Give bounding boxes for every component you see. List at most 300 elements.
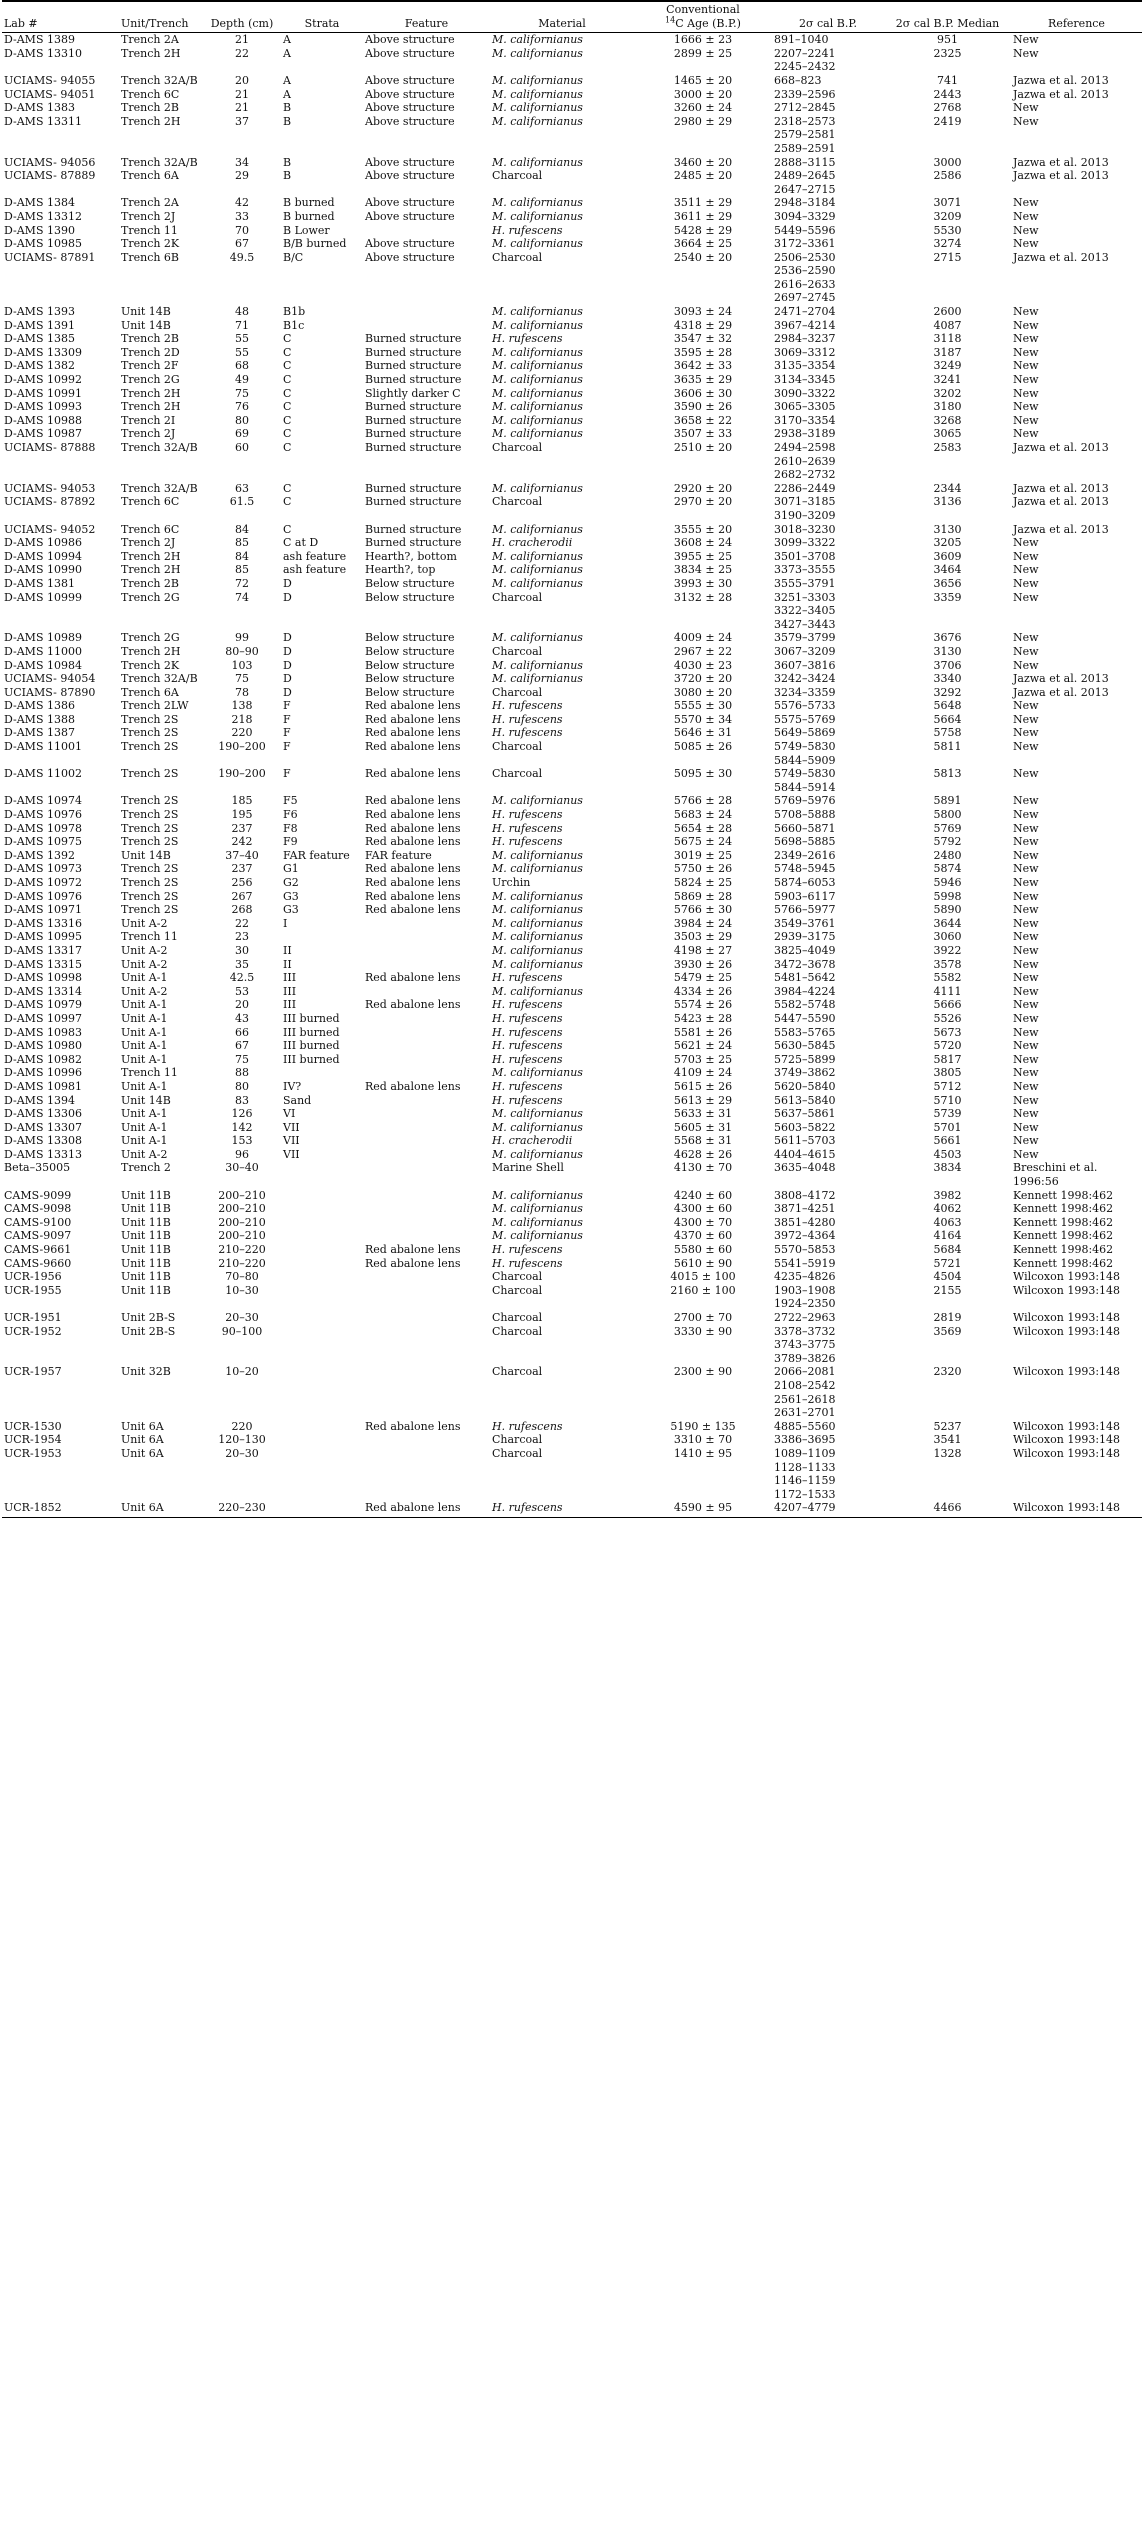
cell-reference: New (1013, 835, 1039, 849)
cell-feature: Burned structure (365, 441, 462, 454)
cell-depth: 48 (235, 305, 249, 319)
table-row (2, 971, 1142, 985)
cell-feature (363, 1311, 490, 1325)
col-header-cal-range: 2σ cal B.P. (772, 2, 884, 33)
species-name: M. californianus (492, 522, 583, 536)
cell-strata: G3 (283, 889, 299, 903)
cell-feature: Red abalone lens (365, 862, 461, 876)
cell-depth: 35 (235, 957, 249, 971)
species-name: M. californianus (492, 563, 583, 577)
cell-depth: 75 (235, 386, 249, 400)
cell-cal-median: 3644 (933, 916, 962, 930)
cell-lab-number: UCIAMS- 87890 (4, 685, 96, 699)
cell-cal-range: 5637–5861 (774, 1107, 836, 1121)
cell-reference: Jazwa et al. 2013 (1013, 672, 1109, 686)
cell-cal-median: 2768 (933, 101, 962, 115)
cell-c14-age: 2920 ± 20 (673, 481, 733, 495)
cell-unit-trench: Trench 2K (121, 658, 180, 672)
cell-material: Charcoal (492, 740, 543, 754)
cell-strata (281, 1284, 363, 1311)
cell-feature (363, 224, 490, 238)
cell-material (490, 835, 634, 849)
col-header-lab: Lab # (2, 2, 119, 33)
cell-cal-range: 5447–5590 (774, 1011, 836, 1025)
cell-cal-range: 2938–3189 (774, 427, 836, 441)
cell-depth: 22 (235, 916, 249, 930)
cell-reference: New (1013, 821, 1039, 835)
cell-c14-age: 5423 ± 28 (673, 1011, 733, 1025)
cell-cal-median: 3187 (933, 345, 962, 359)
cell-c14-age: 4318 ± 29 (673, 318, 733, 332)
species-name: H. rufescens (492, 1256, 563, 1270)
cell-c14-age: 3611 ± 29 (673, 209, 733, 223)
cell-strata (281, 1311, 363, 1325)
cell-cal-range (772, 1284, 884, 1311)
table-row (2, 359, 1142, 373)
cell-strata (281, 1161, 363, 1188)
cell-material (490, 985, 634, 999)
cell-depth: 37 (235, 114, 249, 128)
cell-depth: 60 (235, 441, 249, 454)
cell-lab-number: D-AMS 10991 (4, 386, 82, 400)
cell-lab-number: Beta–35005 (4, 1161, 71, 1175)
cell-strata: III (283, 984, 297, 998)
cell-strata (281, 1257, 363, 1271)
cell-c14-age: 3507 ± 33 (673, 427, 733, 441)
cell-c14-age: 5703 ± 25 (673, 1052, 733, 1066)
table-row (2, 115, 1142, 156)
cell-line: 3322–3405 (774, 604, 836, 618)
cell-c14-age: 2700 ± 70 (673, 1311, 733, 1324)
cell-feature: Above structure (365, 237, 455, 251)
cell-cal-range (772, 740, 884, 767)
cell-cal-range: 3472–3678 (774, 957, 836, 971)
cell-material (490, 903, 634, 917)
cell-c14-age: 4015 ± 100 (670, 1270, 736, 1284)
cell-line: 2066–2081 (774, 1365, 836, 1379)
cell-cal-range: 5575–5769 (774, 712, 836, 726)
cell-material: Charcoal (492, 1365, 543, 1379)
cell-c14-age: 4240 ± 60 (673, 1188, 733, 1202)
cell-c14-age: 4009 ± 24 (673, 631, 733, 645)
cell-c14-age: 2160 ± 100 (670, 1283, 736, 1297)
cell-cal-median: 3578 (933, 957, 962, 971)
species-name: M. californianus (492, 209, 583, 223)
cell-cal-median: 3464 (933, 563, 962, 577)
species-name: H. rufescens (492, 1079, 563, 1093)
cell-line: 2506–2530 (774, 250, 836, 264)
cell-feature (363, 1039, 490, 1053)
cell-c14-age: 4300 ± 70 (673, 1215, 733, 1229)
cell-c14-age: 4030 ± 23 (673, 658, 733, 672)
cell-material (490, 101, 634, 115)
cell-cal-median: 3656 (933, 576, 962, 590)
cell-reference: New (1013, 101, 1039, 115)
cell-material: Charcoal (492, 495, 543, 509)
cell-reference: New (1013, 549, 1039, 563)
cell-feature: Red abalone lens (365, 808, 461, 822)
cell-feature: Hearth?, top (365, 563, 436, 577)
cell-line: 2616–2633 (774, 277, 836, 291)
cell-c14-age: 3993 ± 30 (673, 576, 733, 590)
cell-unit-trench: Trench 2B (121, 332, 180, 346)
cell-c14-age: 3606 ± 30 (673, 386, 733, 400)
cell-line: 1089–1109 (774, 1446, 836, 1460)
cell-unit-trench: Trench 2S (121, 726, 179, 740)
cell-unit-trench: Trench 2 (121, 1161, 171, 1175)
species-name: H. rufescens (492, 1052, 563, 1066)
table-row (2, 387, 1142, 401)
cell-depth: 200–210 (218, 1188, 266, 1202)
cell-unit-trench: Unit 11B (121, 1229, 171, 1243)
cell-line: 2647–2715 (774, 182, 836, 196)
cell-reference: Jazwa et al. 2013 (1013, 441, 1109, 454)
cell-feature (363, 958, 490, 972)
cell-material (490, 998, 634, 1012)
cell-cal-range: 3607–3816 (774, 658, 836, 672)
cell-lab-number: D-AMS 10972 (4, 876, 82, 889)
species-name: H. rufescens (492, 998, 563, 1012)
table-row (2, 1202, 1142, 1216)
cell-depth: 76 (235, 400, 249, 414)
table-row (2, 156, 1142, 170)
cell-strata: C (283, 400, 292, 414)
col-header-c14-age (634, 2, 772, 33)
cell-lab-number: CAMS-9100 (4, 1215, 72, 1229)
cell-lab-number: D-AMS 10979 (4, 998, 82, 1012)
cell-reference: New (1013, 305, 1039, 319)
table-row (2, 251, 1142, 305)
cell-unit-trench: Unit A-1 (121, 1052, 168, 1066)
species-name: M. californianus (492, 101, 583, 115)
cell-strata: A (283, 73, 291, 87)
cell-reference: Wilcoxon 1993:148 (1013, 1324, 1121, 1338)
species-name: M. californianus (492, 794, 583, 808)
cell-lab-number: D-AMS 10986 (4, 536, 82, 550)
cell-reference: New (1013, 46, 1039, 60)
cell-cal-median: 5666 (933, 998, 962, 1012)
cell-cal-median: 2586 (933, 169, 962, 183)
cell-lab-number: UCR-1953 (4, 1446, 62, 1460)
cell-feature: Above structure (365, 250, 455, 264)
table-row (2, 495, 1142, 522)
table-row (2, 1243, 1142, 1257)
cell-c14-age: 4628 ± 26 (673, 1147, 733, 1161)
species-name: M. californianus (492, 46, 583, 60)
cell-lab-number: D-AMS 11002 (4, 767, 82, 781)
cell-material (490, 319, 634, 333)
cell-material (490, 726, 634, 740)
cell-feature (363, 1433, 490, 1447)
cell-feature (363, 1447, 490, 1501)
cell-cal-median: 3982 (933, 1188, 962, 1202)
cell-depth: 267 (231, 889, 253, 903)
cell-lab-number: UCIAMS- 87892 (4, 495, 96, 509)
cell-unit-trench: Unit A-1 (121, 1039, 168, 1053)
cell-reference: Jazwa et al. 2013 (1013, 495, 1109, 509)
cell-line: 3071–3185 (774, 495, 836, 509)
cell-reference: New (1013, 237, 1039, 251)
cell-lab-number: D-AMS 1393 (4, 305, 75, 319)
cell-unit-trench: Trench 6C (121, 495, 180, 509)
cell-lab-number: D-AMS 1388 (4, 712, 75, 726)
cell-depth: 256 (231, 876, 253, 889)
cell-depth: 80 (235, 413, 249, 427)
cell-cal-median: 2600 (933, 305, 962, 319)
cell-unit-trench: Unit A-1 (121, 1107, 168, 1121)
cell-cal-median: 2819 (933, 1311, 962, 1324)
cell-depth: 90–100 (221, 1324, 263, 1338)
table-row (2, 794, 1142, 808)
cell-depth: 218 (231, 712, 253, 726)
cell-material (490, 33, 634, 47)
cell-depth: 80–90 (225, 644, 259, 658)
cell-cal-range: 3851–4280 (774, 1215, 836, 1229)
cell-material (490, 1243, 634, 1257)
species-name: H. rufescens (492, 808, 563, 822)
cell-cal-median: 2320 (933, 1365, 962, 1379)
cell-strata: C (283, 481, 292, 495)
cell-lab-number: UCIAMS- 94052 (4, 522, 96, 536)
cell-cal-range: 2984–3237 (774, 332, 836, 346)
cell-depth: 75 (235, 672, 249, 686)
cell-cal-median: 2583 (933, 441, 962, 454)
cell-material (490, 577, 634, 591)
cell-lab-number: UCIAMS- 94054 (4, 672, 96, 686)
cell-material (490, 917, 634, 931)
cell-cal-range (772, 591, 884, 632)
cell-material (490, 1107, 634, 1121)
radiocarbon-dates-table (2, 0, 1142, 1518)
cell-strata: C (283, 522, 292, 536)
cell-line: 5749–5830 (774, 740, 836, 754)
cell-depth: 30–40 (225, 1161, 259, 1175)
cell-feature: Above structure (365, 73, 455, 87)
cell-depth: 84 (235, 522, 249, 536)
species-name: H. rufescens (492, 971, 563, 985)
table-body (2, 33, 1142, 1518)
cell-strata: FAR feature (283, 848, 350, 862)
cell-strata: F9 (283, 835, 298, 849)
table-row (2, 1053, 1142, 1067)
table-row (2, 835, 1142, 849)
cell-c14-age: 2967 ± 22 (673, 644, 733, 658)
cell-cal-median: 3071 (933, 196, 962, 210)
cell-feature: Below structure (365, 644, 455, 658)
cell-feature (363, 930, 490, 944)
cell-c14-age: 3260 ± 24 (673, 101, 733, 115)
cell-reference: Wilcoxon 1993:148 (1011, 1501, 1142, 1517)
cell-c14-age: 4334 ± 26 (673, 984, 733, 998)
cell-unit-trench: Trench 2I (121, 413, 176, 427)
cell-lab-number: D-AMS 13317 (4, 943, 82, 957)
cell-c14-age: 3460 ± 20 (673, 155, 733, 169)
cell-lab-number: D-AMS 1383 (4, 101, 75, 115)
cell-cal-median: 3180 (933, 400, 962, 414)
cell-strata: F8 (283, 821, 298, 835)
cell-feature (363, 1161, 490, 1188)
cell-reference: New (1013, 889, 1039, 903)
cell-feature: Hearth?, bottom (365, 549, 457, 563)
species-name: M. californianus (492, 848, 583, 862)
cell-c14-age: 3720 ± 20 (673, 672, 733, 686)
cell-cal-median: 3922 (933, 943, 962, 957)
cell-lab-number: D-AMS 11000 (4, 644, 82, 658)
species-name: H. rufescens (492, 1501, 563, 1515)
cell-depth: 42 (235, 196, 249, 210)
cell-material (490, 808, 634, 822)
cell-lab-number: D-AMS 13306 (4, 1107, 82, 1121)
species-name: M. californianus (492, 903, 583, 917)
cell-cal-range: 5874–6053 (774, 876, 836, 889)
cell-depth: 84 (235, 549, 249, 563)
cell-unit-trench: Unit 11B (121, 1256, 171, 1270)
cell-feature: Red abalone lens (365, 712, 461, 726)
cell-unit-trench: Trench 2K (121, 237, 180, 251)
cell-lab-number: CAMS-9660 (4, 1256, 72, 1270)
cell-cal-median: 3569 (933, 1324, 962, 1338)
col-header-c14-line2: C Age (B.P.) (675, 16, 741, 30)
cell-line: 1146–1159 (774, 1474, 836, 1488)
cell-reference: New (1013, 998, 1039, 1012)
cell-reference: Jazwa et al. 2013 (1013, 522, 1109, 536)
table-row (2, 1134, 1142, 1148)
cell-lab-number: CAMS-9098 (4, 1202, 72, 1216)
cell-cal-range: 3067–3209 (774, 644, 836, 658)
cell-depth: 96 (235, 1147, 249, 1161)
cell-feature (363, 1229, 490, 1243)
cell-unit-trench: Unit 11B (121, 1202, 171, 1216)
table-row (2, 482, 1142, 496)
cell-feature: Red abalone lens (365, 1243, 461, 1257)
cell-feature (363, 1094, 490, 1108)
cell-depth: 30 (235, 943, 249, 957)
cell-unit-trench: Unit 11B (121, 1283, 171, 1297)
cell-cal-median: 2419 (933, 114, 962, 128)
cell-cal-range: 5698–5885 (774, 835, 836, 849)
cell-strata: G2 (283, 876, 299, 889)
cell-reference: Kennett 1998:462 (1013, 1229, 1114, 1243)
cell-unit-trench: Trench 2D (121, 345, 180, 359)
cell-depth: 126 (231, 1107, 253, 1121)
cell-unit-trench: Trench 2S (121, 835, 179, 849)
cell-cal-median: 3130 (933, 522, 962, 536)
cell-strata: VII (283, 1147, 300, 1161)
cell-c14-age: 3132 ± 28 (673, 590, 733, 604)
cell-unit-trench: Trench 6C (121, 522, 180, 536)
cell-depth: 237 (231, 862, 253, 876)
table-row (2, 876, 1142, 890)
cell-material: Urchin (492, 876, 531, 889)
cell-lab-number: UCR-1956 (4, 1270, 62, 1284)
cell-cal-range: 3749–3862 (774, 1066, 836, 1080)
cell-cal-median: 5769 (933, 821, 962, 835)
cell-line: 1903–1908 (774, 1283, 836, 1297)
cell-cal-median: 2325 (933, 46, 962, 60)
cell-lab-number: D-AMS 10992 (4, 373, 82, 387)
cell-feature: FAR feature (365, 848, 432, 862)
cell-c14-age: 5621 ± 24 (673, 1039, 733, 1053)
table-row (2, 713, 1142, 727)
cell-reference: Wilcoxon 1993:148 (1013, 1311, 1121, 1324)
species-name: H. rufescens (492, 821, 563, 835)
species-name: M. californianus (492, 1202, 583, 1216)
cell-reference: New (1013, 876, 1039, 889)
cell-reference: New (1013, 209, 1039, 223)
table-row (2, 1501, 1142, 1517)
table-row (2, 659, 1142, 673)
cell-cal-range: 3172–3361 (774, 237, 836, 251)
cell-unit-trench: Unit A-1 (121, 1120, 168, 1134)
cell-reference: Wilcoxon 1993:148 (1013, 1446, 1121, 1460)
cell-cal-median: 3292 (933, 685, 962, 699)
cell-cal-median: 5701 (933, 1120, 962, 1134)
species-name: M. californianus (492, 957, 583, 971)
cell-cal-median: 5792 (933, 835, 962, 849)
table-row (2, 33, 1142, 47)
cell-strata (281, 1202, 363, 1216)
cell-material (490, 822, 634, 836)
cell-reference: New (1013, 862, 1039, 876)
cell-feature (363, 1216, 490, 1230)
cell-unit-trench: Unit 11B (121, 1270, 171, 1284)
cell-cal-range: 4235–4826 (774, 1270, 836, 1284)
cell-depth: 66 (235, 1025, 249, 1039)
cell-depth: 22 (235, 46, 249, 60)
cell-depth: 88 (235, 1066, 249, 1080)
cell-unit-trench: Unit A-2 (121, 943, 168, 957)
table-row (2, 1365, 1142, 1419)
cell-feature: Above structure (365, 155, 455, 169)
cell-reference: Wilcoxon 1993:148 (1013, 1365, 1121, 1379)
cell-c14-age: 5610 ± 90 (673, 1256, 733, 1270)
cell-lab-number: UCIAMS- 94056 (4, 155, 96, 169)
cell-strata: C (283, 441, 292, 454)
cell-feature (363, 944, 490, 958)
cell-reference: New (1013, 726, 1039, 740)
table-row (2, 890, 1142, 904)
cell-material (490, 346, 634, 360)
table-row (2, 1080, 1142, 1094)
cell-lab-number: D-AMS 10976 (4, 889, 82, 903)
table-row (2, 631, 1142, 645)
cell-feature: Burned structure (365, 536, 462, 550)
species-name: M. californianus (492, 862, 583, 876)
cell-material (490, 400, 634, 414)
species-name: M. californianus (492, 318, 583, 332)
cell-material (490, 1420, 634, 1434)
cell-c14-age: 5085 ± 26 (673, 740, 733, 754)
cell-cal-range: 2339–2596 (774, 87, 836, 101)
cell-unit-trench: Trench 32A/B (121, 441, 198, 454)
species-name: M. californianus (492, 916, 583, 930)
cell-c14-age: 3595 ± 28 (673, 345, 733, 359)
cell-cal-range: 5748–5945 (774, 862, 836, 876)
cell-strata: F (283, 740, 291, 754)
cell-strata: D (283, 672, 292, 686)
cell-lab-number: D-AMS 10999 (4, 590, 82, 604)
species-name: M. californianus (492, 237, 583, 251)
cell-cal-median: 5530 (933, 223, 962, 237)
cell-cal-median: 3834 (933, 1161, 962, 1175)
cell-unit-trench: Unit A-2 (121, 984, 168, 998)
cell-strata: B (283, 169, 292, 183)
cell-material (490, 1148, 634, 1162)
cell-material (490, 1053, 634, 1067)
cell-feature: Below structure (365, 590, 455, 604)
cell-lab-number: D-AMS 1384 (4, 196, 75, 210)
cell-unit-trench: Unit A-1 (121, 971, 168, 985)
